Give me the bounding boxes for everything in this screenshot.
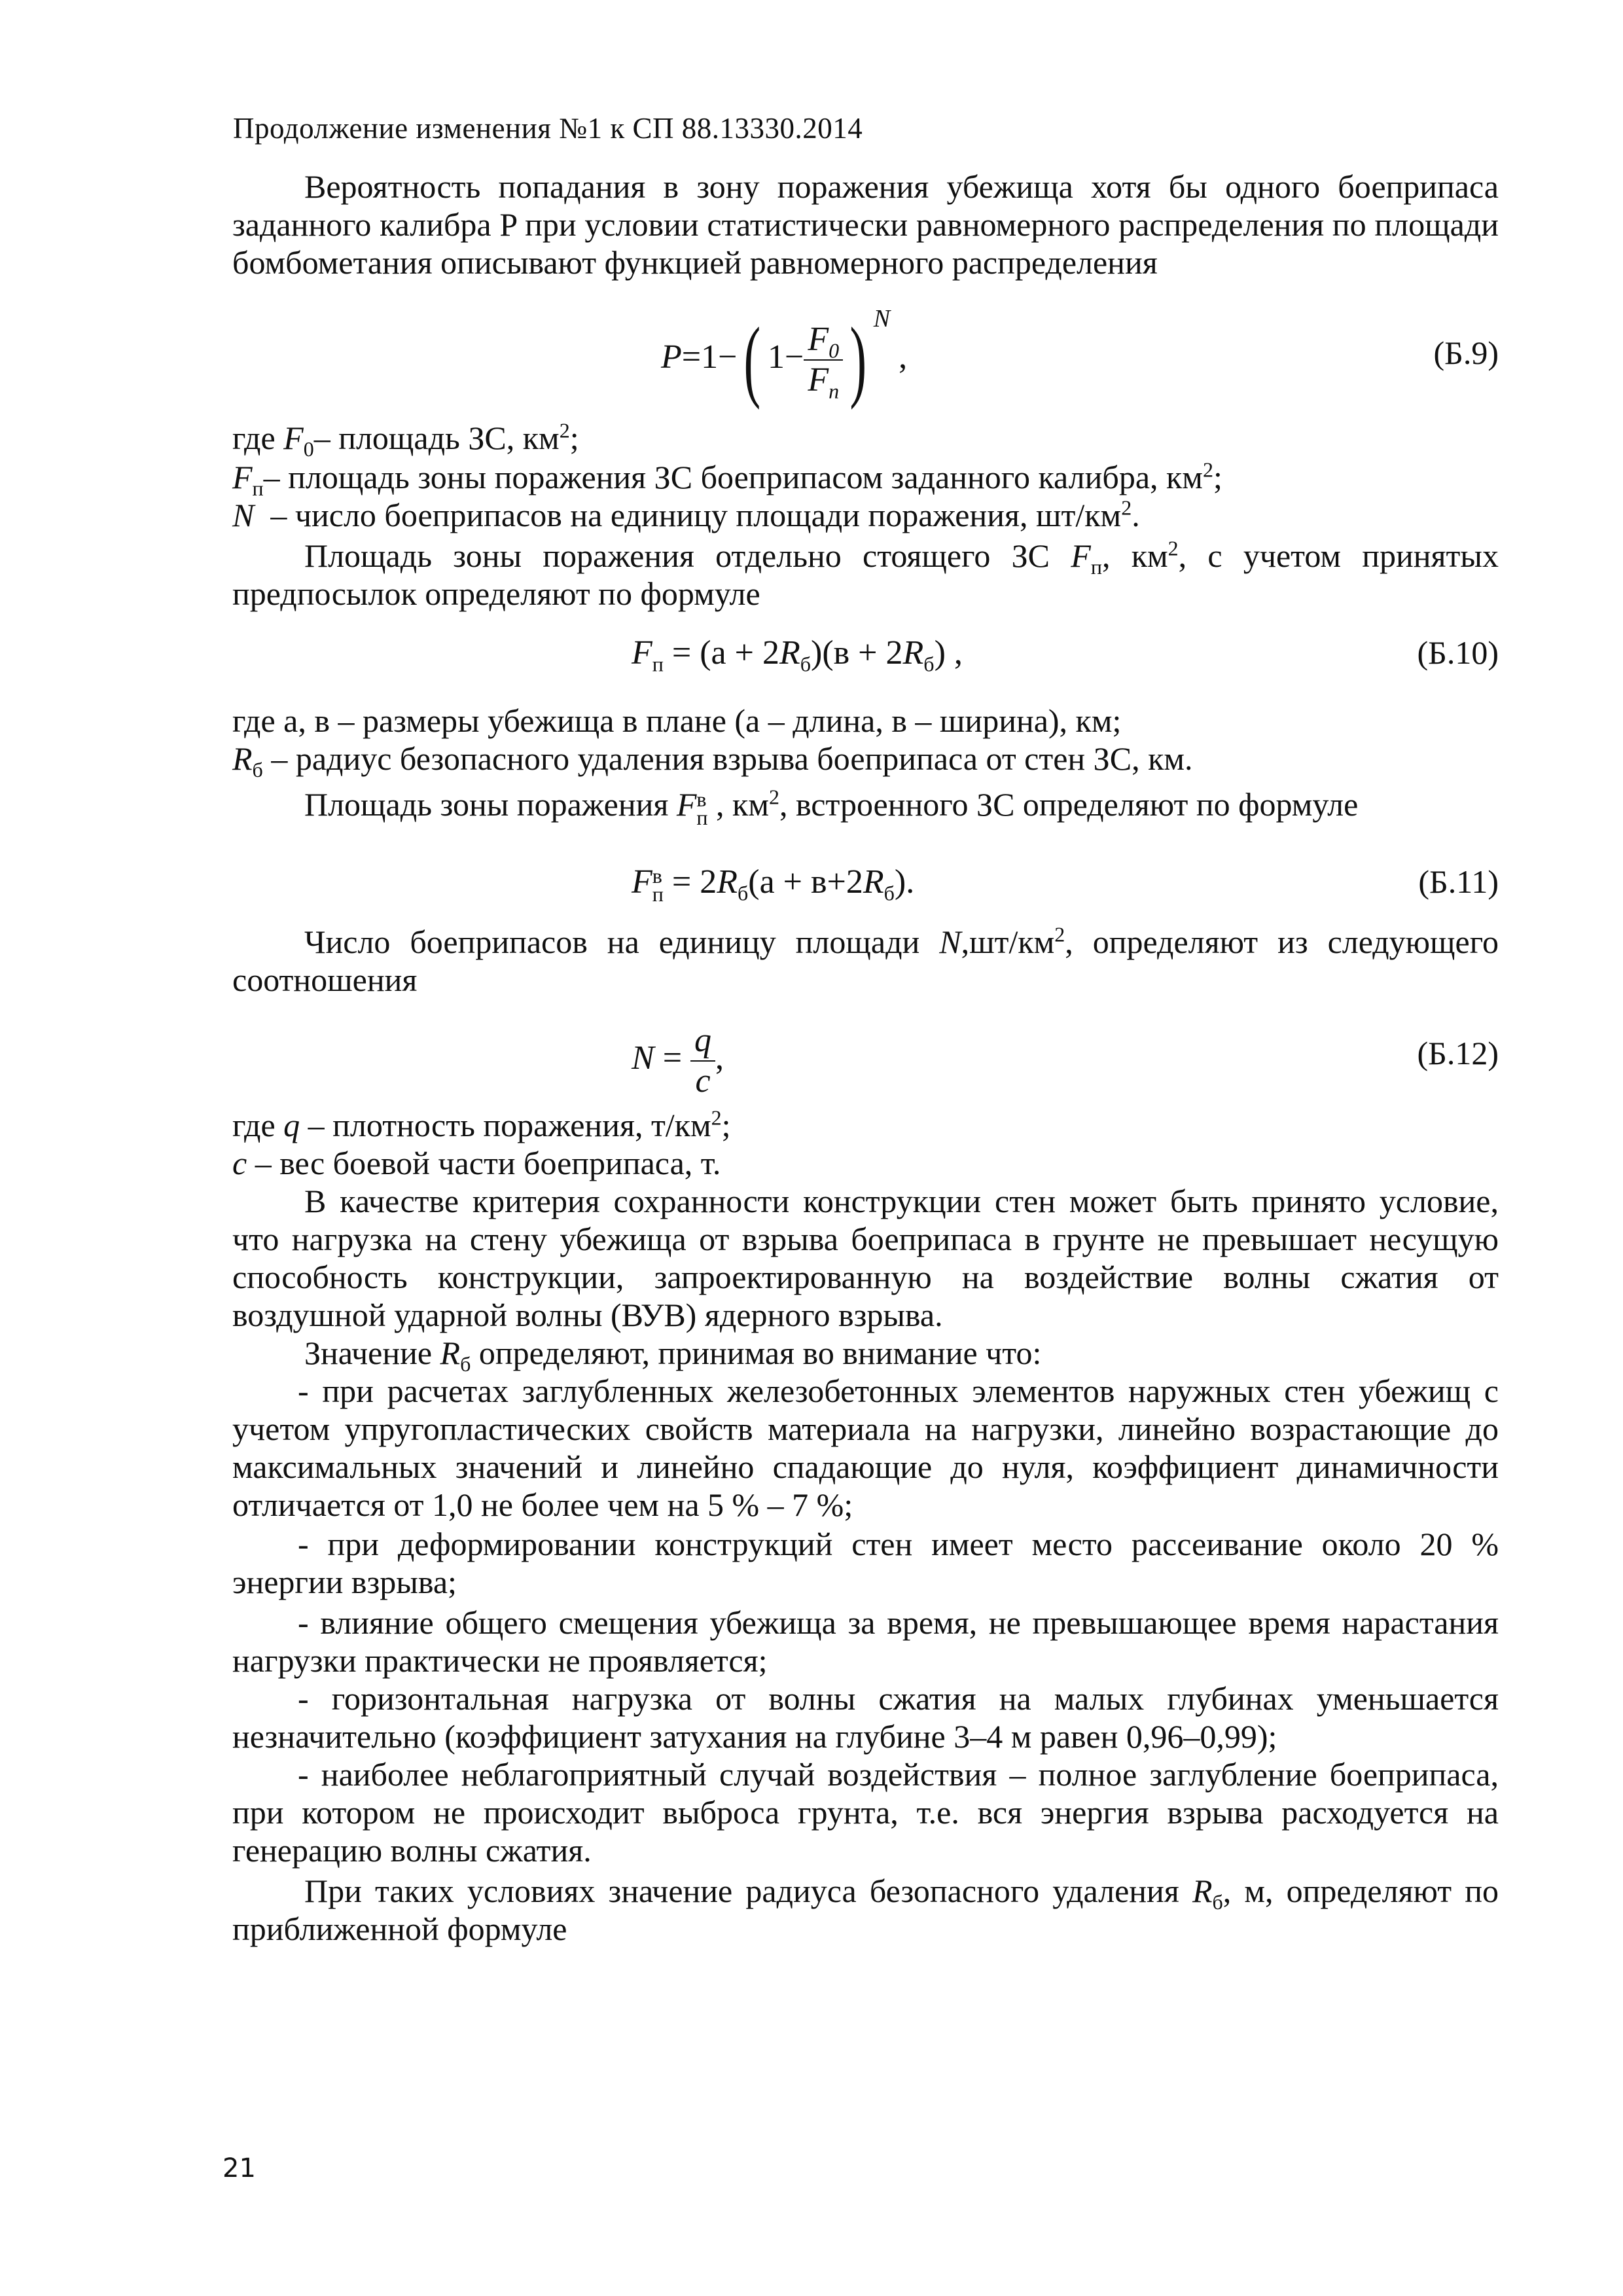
def-fp-end: ;: [1213, 459, 1222, 495]
para-b10: [232, 537, 1499, 613]
def-n-sup: 2: [1121, 495, 1132, 520]
para-b11-text-b: , км: [707, 786, 769, 823]
rb-intro-sym: R: [440, 1335, 461, 1371]
bullet-item-2: - при деформировании конструкций стен имеет место рассеивание около 20 % энергии взрыва;: [232, 1526, 1499, 1600]
equation-b11: [632, 863, 915, 906]
def-c: [232, 1144, 721, 1182]
intro-paragraph: Вероятность попадания в зону поражения убежища хотя бы одного боеприпаса заданного калибра P при условии статистически равномерного распределения по площади бомбометания описывают функцией равномерного распределения: [232, 168, 1499, 281]
para-b12-text-a: Число боеприпасов на единицу площади: [304, 924, 940, 960]
eq-b12-lhs: N: [632, 1039, 654, 1077]
eq-b11-r1: R: [717, 863, 738, 901]
eq-b10-lhs: F: [632, 634, 652, 672]
eq-b9-one: 1−: [768, 338, 804, 376]
para-b12-sym: N: [939, 924, 961, 960]
equation-b12: [632, 1021, 724, 1101]
def-fp: [232, 457, 1222, 500]
closing-text-a: При таких условиях значение радиуса безопасного удаления: [304, 1873, 1192, 1909]
bullet-item-1: - при расчетах заглубленных железобетонных элементов наружных стен убежищ с учетом упругопластических свойств материала на нагрузки, линейно возрастающие до максимальных значений и линейно спадающие до нуля, коэффициент динамичности отличается от 1,0 не более чем на 5 % – 7 %;: [232, 1372, 1499, 1523]
defs-prefix: где: [232, 420, 284, 456]
def-f0-text: – площадь ЗС, км: [313, 420, 560, 456]
para-b11-text-c: , встроенного ЗС определяют по формуле: [779, 786, 1359, 823]
eq-b11-lhs: F: [632, 863, 652, 901]
bullet-item-4: - горизонтальная нагрузка от волны сжатия на малых глубинах уменьшается незначительно (коэффициент затухания на глубине 3–4 м равен 0,96–0,99);: [232, 1680, 1499, 1755]
def-f0-sup: 2: [559, 418, 570, 442]
def-n-end: .: [1132, 497, 1140, 533]
para-b11-sup2: 2: [768, 785, 779, 809]
equation-b9: [661, 304, 908, 410]
eq-b11-rhs-a: = 2: [663, 863, 717, 901]
eq-b9-lhs: P: [661, 338, 682, 376]
equation-b10: [632, 634, 963, 676]
eq-b9-den-sub: п: [829, 379, 840, 403]
eq-b10-r2: R: [902, 634, 924, 672]
eq-b10-rhs-b: )(в + 2: [811, 634, 903, 672]
para-b11-text-a: Площадь зоны поражения: [304, 786, 677, 823]
eq-b9-exponent: N: [873, 304, 891, 332]
rb-intro: [304, 1334, 1042, 1376]
bullet-item-5: - наиболее неблагоприятный случай воздействия – полное заглубление боеприпаса, при котором не происходит выброса грунта, т.е. вся энергия взрыва расходуется на генерацию волны сжатия.: [232, 1756, 1499, 1869]
def-fp-sub: п: [252, 476, 264, 500]
eq-b11-rhs-c: ).: [894, 863, 915, 901]
def-f0-sub: 0: [303, 437, 314, 461]
def-fp-sym: F: [232, 459, 253, 495]
eq-b9-den: F: [808, 361, 829, 399]
page-number: 21: [223, 2153, 256, 2183]
def-c-sym: c: [232, 1145, 247, 1181]
eq-b12-num: q: [690, 1021, 715, 1062]
eq-b12-fraction: [690, 1021, 715, 1101]
eq-b10-label: (Б.10): [1417, 634, 1499, 671]
running-header: Продолжение изменения №1 к СП 88.13330.2014: [233, 112, 863, 145]
def-rb-sub: б: [252, 758, 263, 781]
eq-b12-den: c: [695, 1062, 711, 1100]
bullet-item-3: - влияние общего смещения убежища за время, не превышающее время нарастания нагрузки практически не проявляется;: [232, 1604, 1499, 1679]
eq-b10-r1-sub: б: [800, 652, 811, 676]
eq-b11-r1-sub: б: [737, 881, 749, 905]
eq-b11-r2: R: [863, 863, 884, 901]
eq-b12-label: (Б.12): [1417, 1035, 1499, 1071]
eq-b9-close-paren: ): [849, 309, 867, 410]
def-f0-sym: F: [283, 420, 304, 456]
eq-b12-tail: ,: [715, 1039, 724, 1077]
eq-b10-lhs-sub: п: [652, 652, 664, 676]
eq-b10-r2-sub: б: [923, 652, 935, 676]
para-b11-sup: в: [696, 787, 707, 811]
def-rb-sym: R: [232, 740, 253, 777]
def-f0-end: ;: [569, 420, 579, 456]
def-n: [232, 496, 1140, 534]
def-rb: [232, 740, 1193, 781]
eq-b9-fraction: [804, 320, 843, 403]
def-q: [232, 1106, 731, 1144]
para-b10-text-c: , с учетом принятых предпосылок определяют по формуле: [232, 537, 1499, 612]
def-q-sym: q: [283, 1107, 300, 1143]
def-q-text: – плотность поражения, т/км: [300, 1107, 711, 1143]
def-q-end: ;: [721, 1107, 731, 1143]
eq-b9-label: (Б.9): [1433, 334, 1499, 371]
rb-intro-sub: б: [460, 1352, 471, 1376]
eq-b9-eq: =1−: [681, 338, 738, 376]
closing-paragraph: [232, 1872, 1499, 1948]
eq-b9-num-sub: 0: [829, 338, 840, 363]
eq-b10-rhs-c: ) ,: [934, 634, 963, 672]
def-q-prefix: где: [232, 1107, 284, 1143]
closing-sub: б: [1212, 1890, 1223, 1914]
para-b10-text-a: Площадь зоны поражения отдельно стоящего ЗС: [304, 537, 1071, 574]
rb-intro-text-b: определяют, принимая во внимание что:: [471, 1335, 1042, 1371]
eq-b10-rhs-a: = (а + 2: [663, 634, 779, 672]
para-b12-text-c: , определяют из следующего соотношения: [232, 924, 1499, 998]
eq-b9-open-paren: (: [743, 309, 761, 410]
rb-intro-text-a: Значение: [304, 1335, 440, 1371]
eq-b10-r1: R: [779, 634, 800, 672]
para-b10-text-b: , км: [1101, 537, 1168, 574]
para-b12-sup: 2: [1054, 922, 1065, 946]
def-n-sym: N: [232, 497, 255, 533]
para-b12: [232, 923, 1499, 999]
def-fp-sup: 2: [1202, 457, 1213, 482]
criterion-paragraph: В качестве критерия сохранности конструкции стен может быть принято условие, что нагрузка на стену убежища от взрыва боеприпаса в грунте не превышает несущую способность конструкции, запроектированную на воздействие волны сжатия от воздушной ударной волны (ВУВ) ядерного взрыва.: [232, 1183, 1499, 1333]
para-b11: [304, 785, 1358, 827]
eq-b12-eq: =: [654, 1039, 691, 1077]
para-b11-sub: п: [696, 805, 708, 829]
eq-b9-num: F: [808, 321, 829, 358]
def-ab: где а, в – размеры убежища в плане (а – длина, в – ширина), км;: [232, 702, 1122, 739]
eq-b9-tail: ,: [890, 338, 908, 376]
para-b10-sup: 2: [1168, 536, 1179, 560]
eq-b11-lhs-sup: в: [652, 864, 662, 888]
eq-b11-label: (Б.11): [1418, 863, 1499, 900]
def-fp-text: – площадь зоны поражения ЗС боеприпасом заданного калибра, км: [263, 459, 1203, 495]
para-b10-sub: п: [1090, 555, 1102, 579]
def-f0: [232, 418, 579, 461]
para-b11-sym: F: [676, 786, 697, 823]
closing-text-b: , м, определяют по приближенной формуле: [232, 1873, 1499, 1947]
def-c-text: – вес боевой части боеприпаса, т.: [247, 1145, 721, 1181]
para-b12-text-b: ,шт/км: [961, 924, 1055, 960]
eq-b11-r2-sub: б: [883, 881, 895, 905]
eq-b11-lhs-sub: п: [652, 882, 664, 906]
def-n-text: – число боеприпасов на единицу площади поражения, шт/км: [254, 497, 1122, 533]
para-b10-sym: F: [1071, 537, 1091, 574]
closing-sym: R: [1192, 1873, 1213, 1909]
def-q-sup: 2: [711, 1105, 722, 1130]
def-rb-text: – радиус безопасного удаления взрыва боеприпаса от стен ЗС, км.: [262, 740, 1193, 777]
eq-b11-rhs-b: (а + в+2: [748, 863, 863, 901]
